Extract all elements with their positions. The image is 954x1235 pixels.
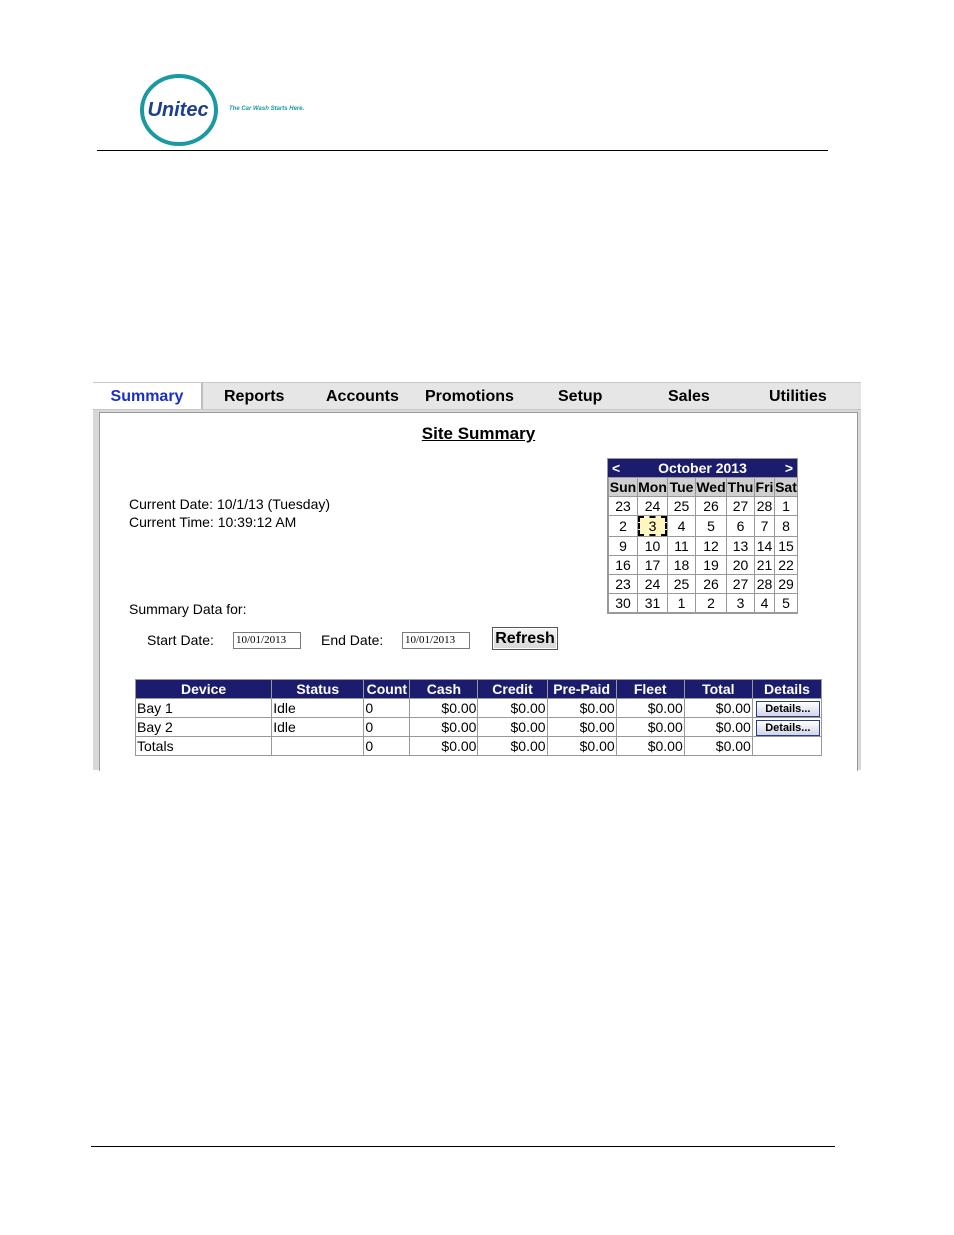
calendar-day[interactable]: 3 xyxy=(727,594,755,613)
calendar-day[interactable]: 11 xyxy=(668,537,696,556)
calendar-day[interactable]: 27 xyxy=(727,497,755,516)
calendar-day[interactable]: 1 xyxy=(775,497,798,516)
calendar-grid xyxy=(608,477,798,613)
calendar-day[interactable]: 28 xyxy=(755,497,775,516)
end-date-input[interactable]: 10/01/2013 xyxy=(402,632,470,649)
calendar-day[interactable]: 22 xyxy=(775,556,798,575)
calendar-week xyxy=(609,575,798,594)
calendar-day[interactable]: 24 xyxy=(638,575,668,594)
calendar-day[interactable]: 25 xyxy=(668,575,696,594)
totals-status xyxy=(272,737,364,756)
current-date-label: Current Date: xyxy=(129,496,214,512)
summary-data-for-label: Summary Data for: xyxy=(129,601,247,617)
calendar-day[interactable]: 16 xyxy=(609,556,638,575)
calendar-day[interactable]: 18 xyxy=(668,556,696,575)
totals-details xyxy=(752,737,821,756)
weekday-mon: Mon xyxy=(638,479,667,495)
weekday-fri: Fri xyxy=(755,479,774,495)
weekday-wed: Wed xyxy=(696,479,726,495)
calendar-day[interactable]: 12 xyxy=(696,537,727,556)
weekday-sat: Sat xyxy=(775,479,797,495)
calendar-day[interactable]: 26 xyxy=(696,575,727,594)
calendar-day[interactable]: 17 xyxy=(638,556,668,575)
calendar-day[interactable]: 15 xyxy=(775,537,798,556)
calendar-header xyxy=(608,459,797,477)
cash-cell: $0.00 xyxy=(410,718,478,737)
page-title: Site Summary xyxy=(421,424,536,443)
calendar-day[interactable]: 23 xyxy=(609,497,638,516)
details-cell xyxy=(752,718,821,737)
main-tabs xyxy=(93,382,861,410)
summary-panel xyxy=(99,412,858,771)
current-time-row xyxy=(129,514,296,530)
calendar-day[interactable]: 14 xyxy=(755,537,775,556)
tab-setup[interactable]: Setup xyxy=(558,388,603,405)
calendar-day[interactable]: 6 xyxy=(727,516,755,537)
date-calendar xyxy=(607,458,798,614)
calendar-day[interactable]: 13 xyxy=(727,537,755,556)
table-row xyxy=(136,718,822,737)
calendar-day[interactable] xyxy=(638,516,668,537)
tab-reports[interactable]: Reports xyxy=(224,388,285,405)
col-details: Details xyxy=(752,680,821,699)
app-window xyxy=(93,382,861,770)
weekday-sun: Sun xyxy=(609,479,637,495)
tab-promotions[interactable]: Promotions xyxy=(425,388,514,405)
count-cell: 0 xyxy=(364,718,410,737)
calendar-day[interactable]: 5 xyxy=(696,516,727,537)
credit-cell: $0.00 xyxy=(478,699,547,718)
start-date-label: Start Date: xyxy=(147,632,214,648)
prepaid-cell: $0.00 xyxy=(547,699,616,718)
calendar-day[interactable]: 4 xyxy=(668,516,696,537)
current-date-value: 10/1/13 (Tuesday) xyxy=(216,496,331,512)
col-credit: Credit xyxy=(478,680,547,699)
calendar-day[interactable]: 8 xyxy=(775,516,798,537)
col-prepaid: Pre-Paid xyxy=(547,680,616,699)
totals-credit: $0.00 xyxy=(478,737,547,756)
count-cell: 0 xyxy=(364,699,410,718)
total-cell: $0.00 xyxy=(684,718,752,737)
start-date-input[interactable]: 10/01/2013 xyxy=(233,632,301,649)
details-button-bay-2[interactable]: Details... xyxy=(756,720,820,736)
calendar-week xyxy=(609,497,798,516)
col-device: Device xyxy=(136,680,272,699)
fleet-cell: $0.00 xyxy=(616,699,684,718)
totals-prepaid: $0.00 xyxy=(547,737,616,756)
col-count: Count xyxy=(364,680,410,699)
fleet-cell: $0.00 xyxy=(616,718,684,737)
total-cell: $0.00 xyxy=(684,699,752,718)
prev-month-icon[interactable]: < xyxy=(612,460,621,476)
calendar-day[interactable]: 30 xyxy=(609,594,638,613)
credit-cell: $0.00 xyxy=(478,718,547,737)
selected-day[interactable]: 3 xyxy=(638,516,667,536)
calendar-week xyxy=(609,594,798,613)
table-row xyxy=(136,699,822,718)
calendar-day[interactable]: 29 xyxy=(775,575,798,594)
totals-cash: $0.00 xyxy=(410,737,478,756)
calendar-day[interactable]: 26 xyxy=(696,497,727,516)
calendar-day[interactable]: 2 xyxy=(696,594,727,613)
calendar-day[interactable]: 5 xyxy=(775,594,798,613)
logo-tagline: The Car Wash Starts Here. xyxy=(229,106,305,112)
calendar-month: October 2013 xyxy=(658,460,747,476)
calendar-week xyxy=(609,537,798,556)
calendar-day[interactable]: 25 xyxy=(668,497,696,516)
current-date-row xyxy=(129,496,330,512)
details-cell xyxy=(752,699,821,718)
totals-count: 0 xyxy=(364,737,410,756)
col-status: Status xyxy=(272,680,364,699)
calendar-day[interactable]: 1 xyxy=(668,594,696,613)
calendar-day[interactable]: 9 xyxy=(609,537,638,556)
col-fleet: Fleet xyxy=(616,680,684,699)
footer-divider xyxy=(91,1146,835,1147)
current-time-label: Current Time: xyxy=(129,514,214,530)
next-month-icon[interactable]: > xyxy=(784,460,793,476)
totals-total: $0.00 xyxy=(684,737,752,756)
device-cell: Bay 2 xyxy=(136,718,272,737)
end-date-label: End Date: xyxy=(321,632,384,648)
calendar-day[interactable]: 19 xyxy=(696,556,727,575)
refresh-button[interactable]: Refresh xyxy=(492,627,558,650)
calendar-week xyxy=(609,516,798,537)
tab-summary[interactable]: Summary xyxy=(93,383,203,409)
header-divider xyxy=(97,150,828,151)
calendar-week xyxy=(609,556,798,575)
tab-accounts[interactable]: Accounts xyxy=(326,388,399,405)
weekday-thu: Thu xyxy=(727,479,754,495)
status-cell: Idle xyxy=(272,699,364,718)
summary-table xyxy=(135,679,822,756)
totals-row xyxy=(136,737,822,756)
calendar-day[interactable]: 21 xyxy=(755,556,775,575)
cash-cell: $0.00 xyxy=(410,699,478,718)
table-header-row xyxy=(136,680,822,699)
col-cash: Cash xyxy=(410,680,478,699)
calendar-day[interactable]: 31 xyxy=(638,594,668,613)
weekday-tue: Tue xyxy=(668,478,696,497)
calendar-day[interactable]: 10 xyxy=(638,537,668,556)
details-button-bay-1[interactable]: Details... xyxy=(756,701,820,717)
calendar-day[interactable]: 20 xyxy=(727,556,755,575)
status-cell: Idle xyxy=(272,718,364,737)
unitec-logo xyxy=(139,73,219,147)
tab-utilities[interactable]: Utilities xyxy=(769,388,827,405)
calendar-day[interactable]: 2 xyxy=(609,516,638,537)
current-time-value: 10:39:12 AM xyxy=(217,514,297,530)
logo-text: Unitec xyxy=(147,99,209,121)
totals-fleet: $0.00 xyxy=(616,737,684,756)
calendar-day[interactable]: 28 xyxy=(755,575,775,594)
prepaid-cell: $0.00 xyxy=(547,718,616,737)
calendar-day[interactable]: 24 xyxy=(638,497,668,516)
tab-sales[interactable]: Sales xyxy=(668,388,710,405)
device-cell: Bay 1 xyxy=(136,699,272,718)
calendar-day[interactable]: 27 xyxy=(727,575,755,594)
calendar-day[interactable]: 23 xyxy=(609,575,638,594)
calendar-day[interactable]: 4 xyxy=(755,594,775,613)
calendar-day[interactable]: 7 xyxy=(755,516,775,537)
totals-label: Totals xyxy=(136,737,272,756)
col-total: Total xyxy=(684,680,752,699)
